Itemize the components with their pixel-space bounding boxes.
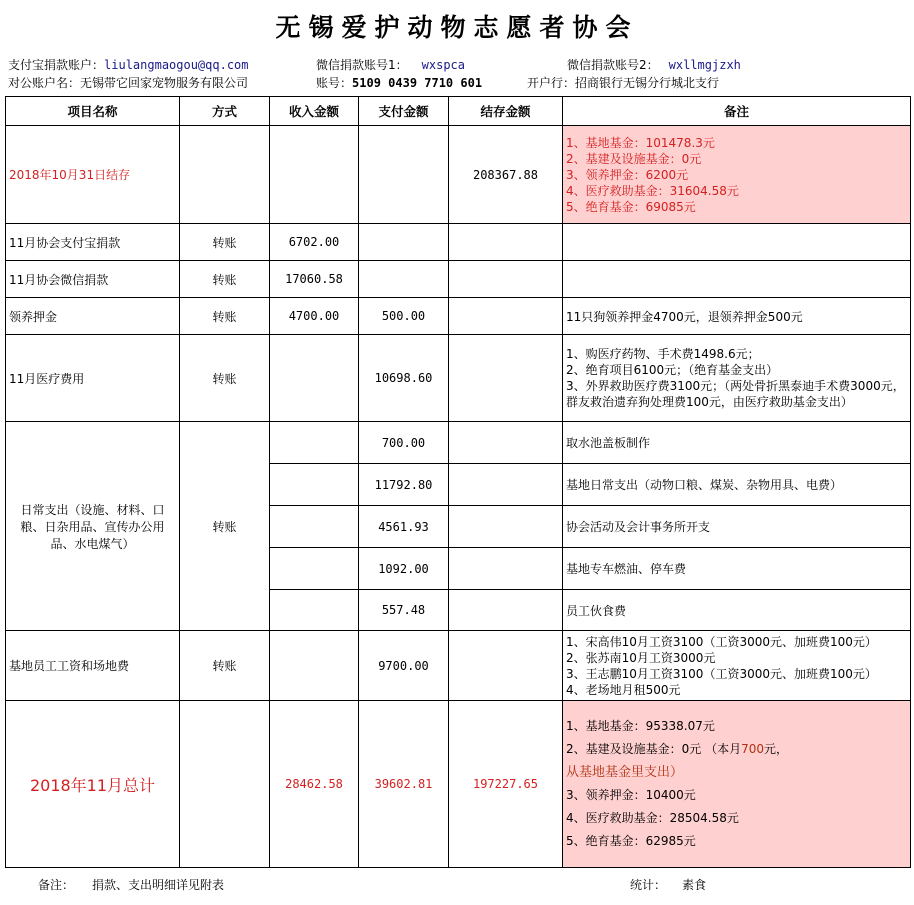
col-header-notes: 备注 (563, 97, 911, 126)
alipay-info (8, 56, 249, 74)
wechat1-account: wxspca (421, 58, 465, 72)
alipay-label: 支付宝捐款账户： (8, 58, 105, 72)
total-notes (563, 701, 911, 868)
footer-remark (38, 876, 224, 894)
table-row (6, 298, 911, 335)
row-notes (563, 126, 911, 224)
col-header-balance: 结存金额 (449, 97, 563, 126)
row-income: 17060.58 (270, 261, 359, 298)
row-expense (359, 224, 449, 261)
row-balance (449, 335, 563, 422)
row-balance (449, 631, 563, 701)
footer-stats-label: 统计： (630, 878, 667, 892)
table-row (6, 631, 911, 701)
note-line: 4、老场地月租500元 (566, 682, 681, 697)
row-income (270, 548, 359, 590)
note-segment: 元， (764, 742, 789, 756)
col-header-income: 收入金额 (270, 97, 359, 126)
footer-stats (630, 876, 706, 894)
row-balance (449, 548, 563, 590)
note-line: 1、基地基金：101478.3元 (566, 135, 715, 150)
note-line: 1、宋高伟10月工资3100（工资3000元、加班费100元） (566, 634, 877, 649)
row-balance (449, 590, 563, 631)
row-notes (563, 335, 911, 422)
row-name: 11月协会微信捐款 (6, 261, 180, 298)
row-method: 转账 (180, 298, 270, 335)
total-expense: 39602.81 (359, 701, 449, 868)
col-header-expense: 支付金额 (359, 97, 449, 126)
row-expense (359, 126, 449, 224)
row-income: 6702.00 (270, 224, 359, 261)
row-balance (449, 464, 563, 506)
row-method: 转账 (180, 631, 270, 701)
note-line: 3、领养押金：6200元 (566, 167, 689, 182)
note-line: 4、医疗救助基金：31604.58元 (566, 183, 739, 198)
row-name: 11月医疗费用 (6, 335, 180, 422)
row-expense: 1092.00 (359, 548, 449, 590)
row-notes: 基地专车燃油、停车费 (563, 548, 911, 590)
row-name: 2018年10月31日结存 (6, 126, 180, 224)
row-name: 领养押金 (6, 298, 180, 335)
row-expense: 10698.60 (359, 335, 449, 422)
row-expense: 700.00 (359, 422, 449, 464)
row-balance (449, 506, 563, 548)
row-income (270, 464, 359, 506)
company-label: 对公账户名： (8, 76, 81, 90)
bank-name: 招商银行无锡分行城北支行 (575, 76, 720, 90)
row-method: 转账 (180, 261, 270, 298)
note-segment: 2、基建及设施基金：0元 （本月 (566, 742, 742, 756)
company-name: 无锡带它回家宠物服务有限公司 (80, 76, 249, 90)
row-income (270, 506, 359, 548)
table-row (6, 422, 911, 464)
row-method: 转账 (180, 422, 270, 631)
row-balance (449, 298, 563, 335)
note-segment: 700 (741, 742, 764, 756)
row-notes (563, 224, 911, 261)
row-method: 转账 (180, 335, 270, 422)
row-notes: 11只狗领养押金4700元，退领养押金500元 (563, 298, 911, 335)
row-notes: 基地日常支出（动物口粮、煤炭、杂物用具、电费） (563, 464, 911, 506)
row-balance (449, 224, 563, 261)
col-header-name: 项目名称 (6, 97, 180, 126)
table-row (6, 126, 911, 224)
note-line: 5、绝育基金：69085元 (566, 199, 696, 214)
row-method: 转账 (180, 224, 270, 261)
row-expense: 4561.93 (359, 506, 449, 548)
bank-info (527, 74, 719, 92)
note-line: 2、基建及设施基金：0元 (566, 151, 702, 166)
total-name: 2018年11月总计 (6, 701, 180, 868)
row-notes: 员工伙食费 (563, 590, 911, 631)
table-row (6, 224, 911, 261)
row-expense: 557.48 (359, 590, 449, 631)
total-balance: 197227.65 (449, 701, 563, 868)
total-income: 28462.58 (270, 701, 359, 868)
alipay-account: liulangmaogou@qq.com (104, 58, 249, 72)
header-row (6, 97, 911, 126)
note-line: 5、绝育基金：62985元 (566, 834, 696, 848)
row-income (270, 422, 359, 464)
note-line: 1、购医疗药物、手术费1498.6元； (566, 347, 760, 361)
row-income (270, 631, 359, 701)
page-title: 无锡爱护动物志愿者协会 (275, 13, 639, 42)
company-info (8, 74, 248, 92)
note-line: 2、绝育项目6100元；（绝育基金支出） (566, 363, 779, 377)
note-line: 4、医疗救助基金：28504.58元 (566, 811, 739, 825)
row-expense: 11792.80 (359, 464, 449, 506)
footer-remark-label: 备注： (38, 878, 75, 892)
wechat2-label: 微信捐款账号2： (567, 58, 659, 72)
account-label: 账号： (316, 76, 353, 90)
wechat1-label: 微信捐款账号1： (316, 58, 408, 72)
row-expense: 9700.00 (359, 631, 449, 701)
row-income (270, 126, 359, 224)
table-row (6, 335, 911, 422)
row-expense: 500.00 (359, 298, 449, 335)
row-income (270, 590, 359, 631)
finance-table (5, 96, 911, 868)
account-number: 5109 0439 7710 601 (352, 76, 483, 90)
bank-label: 开户行： (527, 76, 576, 90)
row-name: 日常支出（设施、材料、口粮、日杂用品、宣传办公用品、水电煤气） (6, 422, 180, 631)
wechat1-info (316, 56, 465, 74)
row-method (180, 701, 270, 868)
row-balance (449, 261, 563, 298)
table-row (6, 261, 911, 298)
total-row (6, 701, 911, 868)
row-notes: 协会活动及会计事务所开支 (563, 506, 911, 548)
row-method (180, 126, 270, 224)
row-name: 11月协会支付宝捐款 (6, 224, 180, 261)
note-line: 1、基地基金：95338.07元 (566, 719, 715, 733)
row-income (270, 335, 359, 422)
row-balance (449, 422, 563, 464)
row-balance: 208367.88 (449, 126, 563, 224)
account-info (316, 74, 482, 92)
row-notes (563, 261, 911, 298)
note-line: 3、王志鹏10月工资3100（工资3000元、加班费100元） (566, 666, 877, 681)
row-notes: 取水池盖板制作 (563, 422, 911, 464)
row-income: 4700.00 (270, 298, 359, 335)
note-line: 2、张苏南10月工资3000元 (566, 650, 716, 665)
wechat2-info (567, 56, 741, 74)
note-line: 3、外界救助医疗费3100元；（两处骨折黑泰迪手术费3000元，群友救治遗弃狗处理费100元，由医疗救助基金支出） (566, 379, 905, 409)
note-line: 3、领养押金：10400元 (566, 788, 696, 802)
note-line: 从基地基金里支出） (566, 765, 684, 780)
row-expense (359, 261, 449, 298)
footer-remark-text: 捐款、支出明细详见附表 (92, 878, 225, 892)
row-notes (563, 631, 911, 701)
note-line (566, 738, 907, 761)
wechat2-account: wxllmgjzxh (668, 58, 741, 72)
col-header-method: 方式 (180, 97, 270, 126)
row-name: 基地员工工资和场地费 (6, 631, 180, 701)
footer-stats-name: 素食 (682, 878, 707, 892)
